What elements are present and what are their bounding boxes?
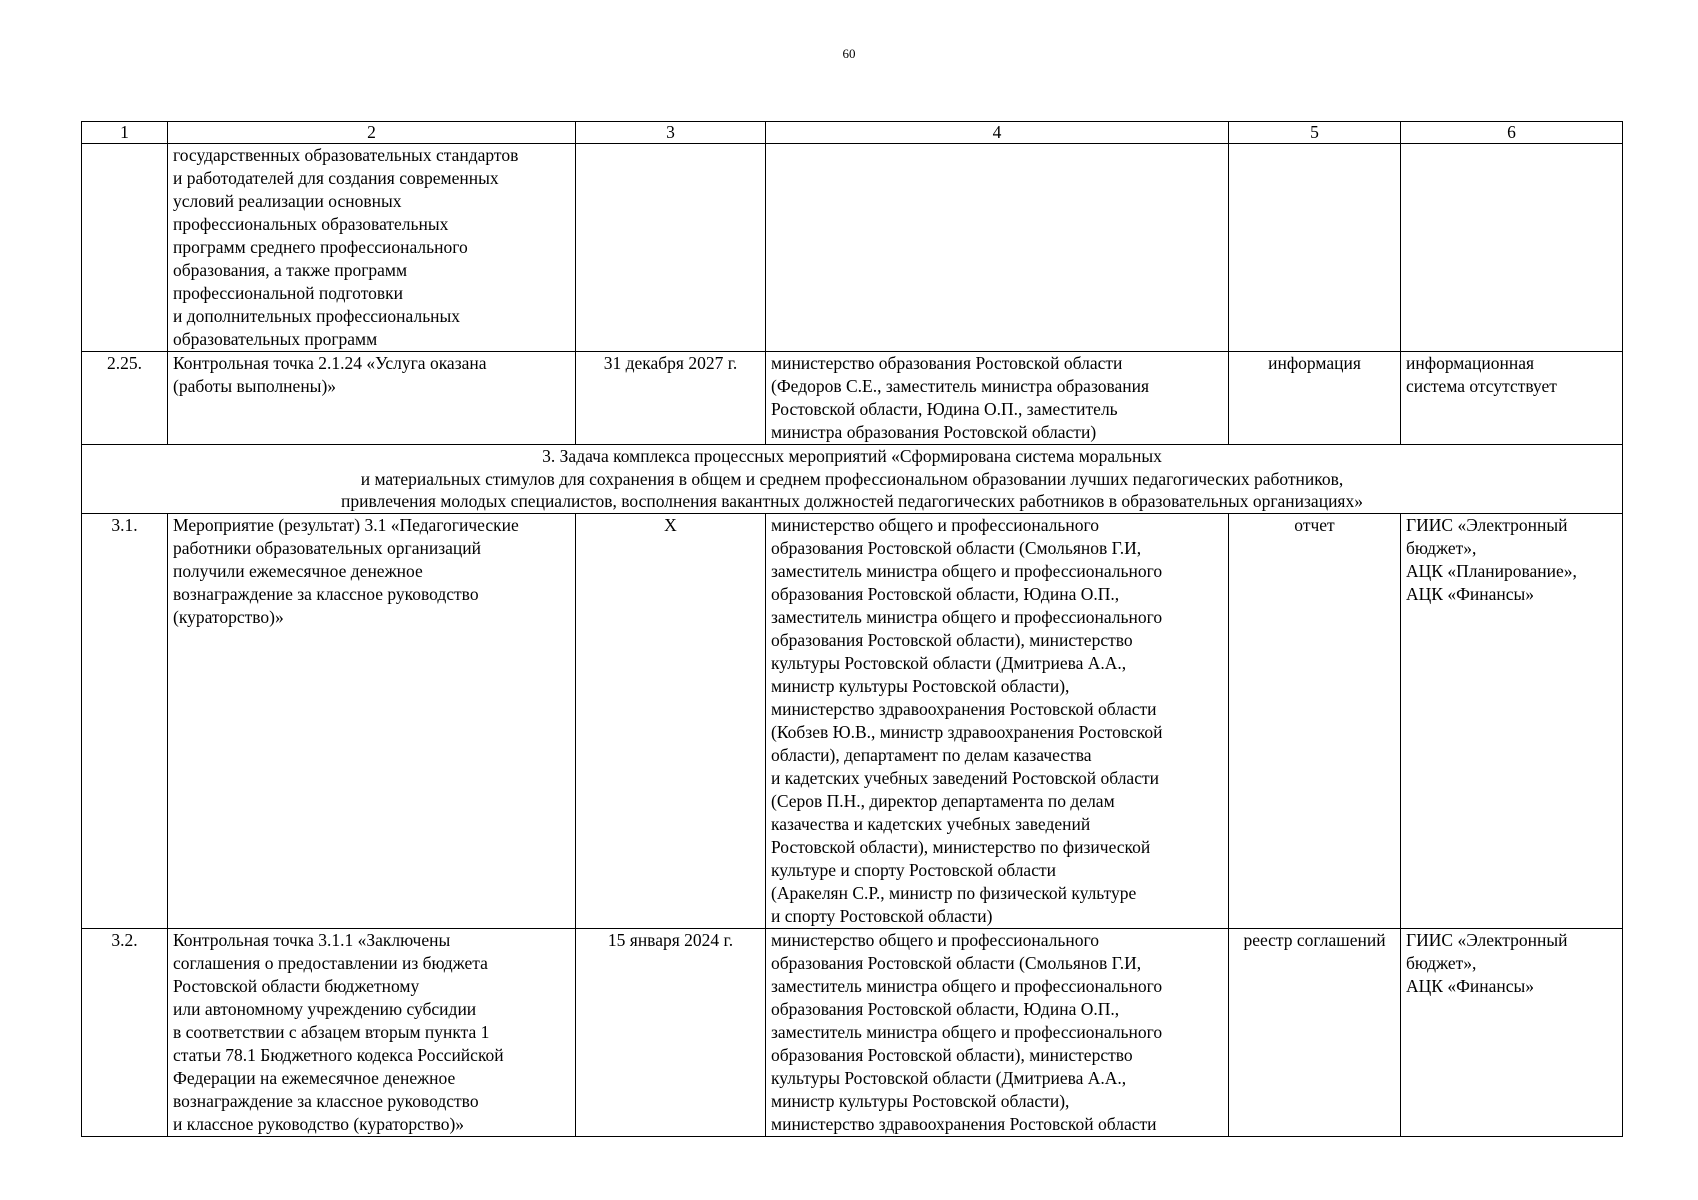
table-row-continuation [82, 144, 1623, 352]
text-line: (Федоров С.Е., заместитель министра образования [771, 376, 1150, 396]
text-line: получили ежемесячное денежное [173, 560, 423, 581]
table-row-2-25 [82, 352, 1623, 445]
text-line: министр культуры Ростовской области), [771, 675, 1070, 696]
doc-type-cell: отчет [1229, 513, 1401, 928]
doc-type-cell [1229, 144, 1401, 352]
date-cell: 31 декабря 2027 г. [576, 352, 766, 445]
text-line: Контрольная точка 3.1.1 «Заключены [173, 929, 451, 950]
responsible-cell [766, 352, 1229, 445]
item-description [168, 928, 576, 1136]
text-line: и работодателей для создания современных [173, 168, 499, 188]
text-line: заместитель министра общего и профессионального [771, 606, 1163, 627]
responsible-cell [766, 513, 1229, 928]
system-cell [1401, 144, 1623, 352]
row-number: 2.25. [82, 352, 168, 445]
section-heading-line: и материальных стимулов для сохранения в общем и среднем профессиональном образовании лучших педагогических работников, [360, 468, 1344, 489]
text-line: культуре и спорту Ростовской области [771, 859, 1056, 880]
text-line: соглашения о предоставлении из бюджета [173, 952, 488, 973]
text-line: АЦК «Планирование», [1406, 560, 1577, 581]
row-number: 3.2. [82, 928, 168, 1136]
system-cell [1401, 928, 1623, 1136]
text-line: ГИИС «Электронный [1406, 929, 1568, 950]
date-cell: 15 января 2024 г. [576, 928, 766, 1136]
table-header-row [82, 122, 1623, 144]
text-line: Ростовской области, Юдина О.П., заместитель [771, 399, 1118, 419]
text-line: области), департамент по делам казачества [771, 744, 1092, 765]
header-cell-5: 5 [1229, 122, 1401, 144]
text-line: образования Ростовской области), министерство [771, 629, 1133, 650]
text-line: заместитель министра общего и профессионального [771, 975, 1163, 996]
text-line: министр культуры Ростовской области), [771, 1090, 1070, 1111]
text-line: культуры Ростовской области (Дмитриева А.А., [771, 1067, 1127, 1088]
text-line: информационная [1406, 353, 1535, 373]
text-line: заместитель министра общего и профессионального [771, 1021, 1163, 1042]
text-line: статьи 78.1 Бюджетного кодекса Российской [173, 1044, 504, 1065]
responsible-cell [766, 928, 1229, 1136]
section-heading [82, 445, 1623, 514]
text-line: профессиональных образовательных [173, 214, 449, 234]
text-line: министерство общего и профессионального [771, 929, 1099, 950]
header-cell-4: 4 [766, 122, 1229, 144]
text-line: бюджет», [1406, 537, 1477, 558]
text-line: Контрольная точка 2.1.24 «Услуга оказана [173, 353, 487, 373]
text-line: Мероприятие (результат) 3.1 «Педагогические [173, 514, 519, 535]
section-heading-row [82, 445, 1623, 514]
text-line: система отсутствует [1406, 376, 1557, 396]
section-heading-line: привлечения молодых специалистов, восполнения вакантных должностей педагогических работников в образовательных организациях» [341, 491, 1363, 511]
text-line: министра образования Ростовской области) [771, 422, 1097, 442]
text-line: образовательных программ [173, 329, 378, 349]
text-line: (Кобзев Ю.В., министр здравоохранения Ростовской [771, 721, 1163, 742]
system-cell [1401, 513, 1623, 928]
doc-type-cell: информация [1229, 352, 1401, 445]
text-line: АЦК «Финансы» [1406, 975, 1535, 996]
text-line: образования, а также программ [173, 260, 408, 280]
text-line: министерство здравоохранения Ростовской области [771, 698, 1157, 719]
header-cell-2: 2 [168, 122, 576, 144]
text-line: Федерации на ежемесячное денежное [173, 1067, 456, 1088]
item-description [168, 352, 576, 445]
date-cell: X [576, 513, 766, 928]
text-line: (Аракелян С.Р., министр по физической культуре [771, 882, 1137, 903]
text-line: государственных образовательных стандартов [173, 145, 519, 165]
text-line: министерство общего и профессионального [771, 514, 1099, 535]
plan-table [81, 121, 1623, 1137]
text-line: министерство здравоохранения Ростовской области [771, 1113, 1157, 1134]
text-line: министерство образования Ростовской области [771, 353, 1123, 373]
text-line: программ среднего профессионального [173, 237, 468, 257]
section-heading-line: 3. Задача комплекса процессных мероприятий «Сформирована система моральных [542, 446, 1162, 466]
responsible-cell [766, 144, 1229, 352]
text-line: культуры Ростовской области (Дмитриева А.А., [771, 652, 1127, 673]
text-line: условий реализации основных [173, 191, 402, 211]
table-row-3-2 [82, 928, 1623, 1136]
text-line: Ростовской области бюджетному [173, 975, 420, 996]
text-line: образования Ростовской области (Смольянов Г.И, [771, 537, 1142, 558]
text-line: Ростовской области), министерство по физической [771, 836, 1151, 857]
text-line: образования Ростовской области, Юдина О.П., [771, 583, 1120, 604]
text-line: и кадетских учебных заведений Ростовской области [771, 767, 1159, 788]
text-line: или автономному учреждению субсидии [173, 998, 477, 1019]
text-line: вознаграждение за классное руководство [173, 583, 479, 604]
item-description [168, 513, 576, 928]
text-line: АЦК «Финансы» [1406, 583, 1535, 604]
text-line: и дополнительных профессиональных [173, 306, 461, 326]
text-line: (кураторство)» [173, 606, 284, 627]
text-line: (работы выполнены)» [173, 376, 337, 396]
row-number: 3.1. [82, 513, 168, 928]
date-cell [576, 144, 766, 352]
text-line: образования Ростовской области), министерство [771, 1044, 1133, 1065]
header-cell-1: 1 [82, 122, 168, 144]
page-number: 60 [842, 46, 856, 61]
text-line: профессиональной подготовки [173, 283, 403, 303]
text-line: работники образовательных организаций [173, 537, 481, 558]
item-description [168, 144, 576, 352]
table-row-3-1 [82, 513, 1623, 928]
header-cell-6: 6 [1401, 122, 1623, 144]
text-line: ГИИС «Электронный [1406, 514, 1568, 535]
system-cell [1401, 352, 1623, 445]
text-line: вознаграждение за классное руководство [173, 1090, 479, 1111]
text-line: (Серов П.Н., директор департамента по делам [771, 790, 1115, 811]
text-line: и классное руководство (кураторство)» [173, 1113, 465, 1134]
text-line: и спорту Ростовской области) [771, 905, 993, 926]
text-line: в соответствии с абзацем вторым пункта 1 [173, 1021, 490, 1042]
text-line: бюджет», [1406, 952, 1477, 973]
row-number [82, 144, 168, 352]
header-cell-3: 3 [576, 122, 766, 144]
text-line: заместитель министра общего и профессионального [771, 560, 1163, 581]
text-line: образования Ростовской области (Смольянов Г.И, [771, 952, 1142, 973]
doc-type-cell: реестр соглашений [1229, 928, 1401, 1136]
text-line: казачества и кадетских учебных заведений [771, 813, 1091, 834]
text-line: образования Ростовской области, Юдина О.П., [771, 998, 1120, 1019]
